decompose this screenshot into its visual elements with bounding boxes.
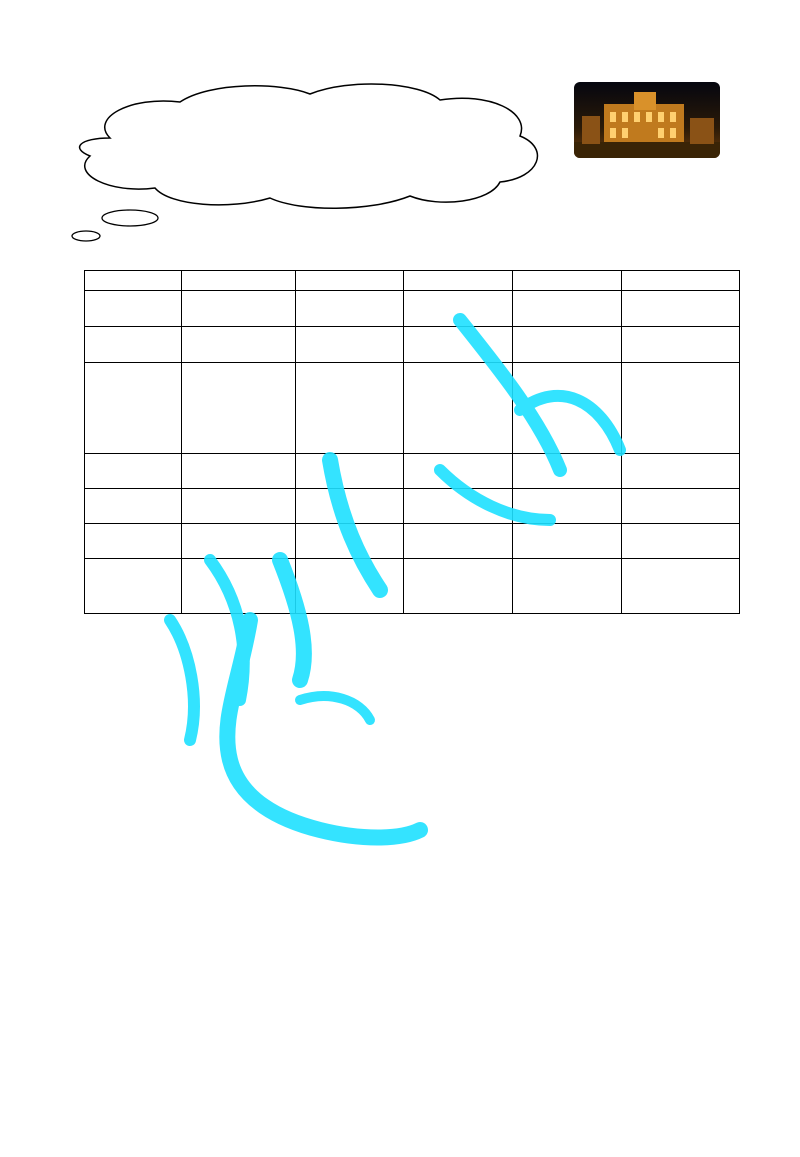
price-cell [181, 363, 295, 454]
table-header-row [85, 271, 740, 291]
hotel-photo [574, 82, 720, 158]
table-row [85, 489, 740, 524]
leaf-border-top [0, 0, 800, 44]
hotel-cell [621, 291, 739, 327]
price-cell [404, 327, 513, 363]
price-cell [85, 489, 182, 524]
price-cell [85, 363, 182, 454]
price-cell [85, 291, 182, 327]
hotel-cell [621, 363, 739, 454]
table-row [85, 363, 740, 454]
table-row [85, 327, 740, 363]
price-cell [404, 524, 513, 559]
hotel-cell [621, 559, 739, 614]
price-cell [85, 559, 182, 614]
column-header [404, 271, 513, 291]
price-cell [295, 291, 404, 327]
title-cloud [50, 78, 570, 248]
price-cell [404, 454, 513, 489]
table-row [85, 524, 740, 559]
price-cell [295, 363, 404, 454]
price-cell [295, 559, 404, 614]
price-cell [181, 454, 295, 489]
hotel-cell [621, 489, 739, 524]
price-cell [295, 327, 404, 363]
column-header [181, 271, 295, 291]
price-cell [512, 489, 621, 524]
hotel-cell [621, 524, 739, 559]
price-cell [404, 291, 513, 327]
column-header [512, 271, 621, 291]
column-header [621, 271, 739, 291]
price-cell [295, 489, 404, 524]
price-cell [295, 454, 404, 489]
table-row [85, 454, 740, 489]
column-header [85, 271, 182, 291]
price-cell [85, 524, 182, 559]
price-cell [85, 327, 182, 363]
price-cell [181, 524, 295, 559]
price-cell [512, 291, 621, 327]
price-cell [404, 363, 513, 454]
price-cell [404, 559, 513, 614]
price-cell [512, 524, 621, 559]
price-cell [181, 559, 295, 614]
price-cell [512, 454, 621, 489]
hotel-cell [621, 327, 739, 363]
price-cell [181, 327, 295, 363]
price-cell [512, 327, 621, 363]
price-cell [181, 489, 295, 524]
column-header [295, 271, 404, 291]
price-cell [181, 291, 295, 327]
hotel-cell [621, 454, 739, 489]
leaf-border-left [0, 44, 44, 1113]
price-cell [404, 489, 513, 524]
price-cell [512, 363, 621, 454]
leaf-border-bottom [0, 1113, 800, 1157]
table-row [85, 559, 740, 614]
price-cell [512, 559, 621, 614]
price-table [84, 270, 740, 614]
table-row [85, 291, 740, 327]
price-cell [85, 454, 182, 489]
price-cell [295, 524, 404, 559]
leaf-border-right [756, 44, 800, 1113]
